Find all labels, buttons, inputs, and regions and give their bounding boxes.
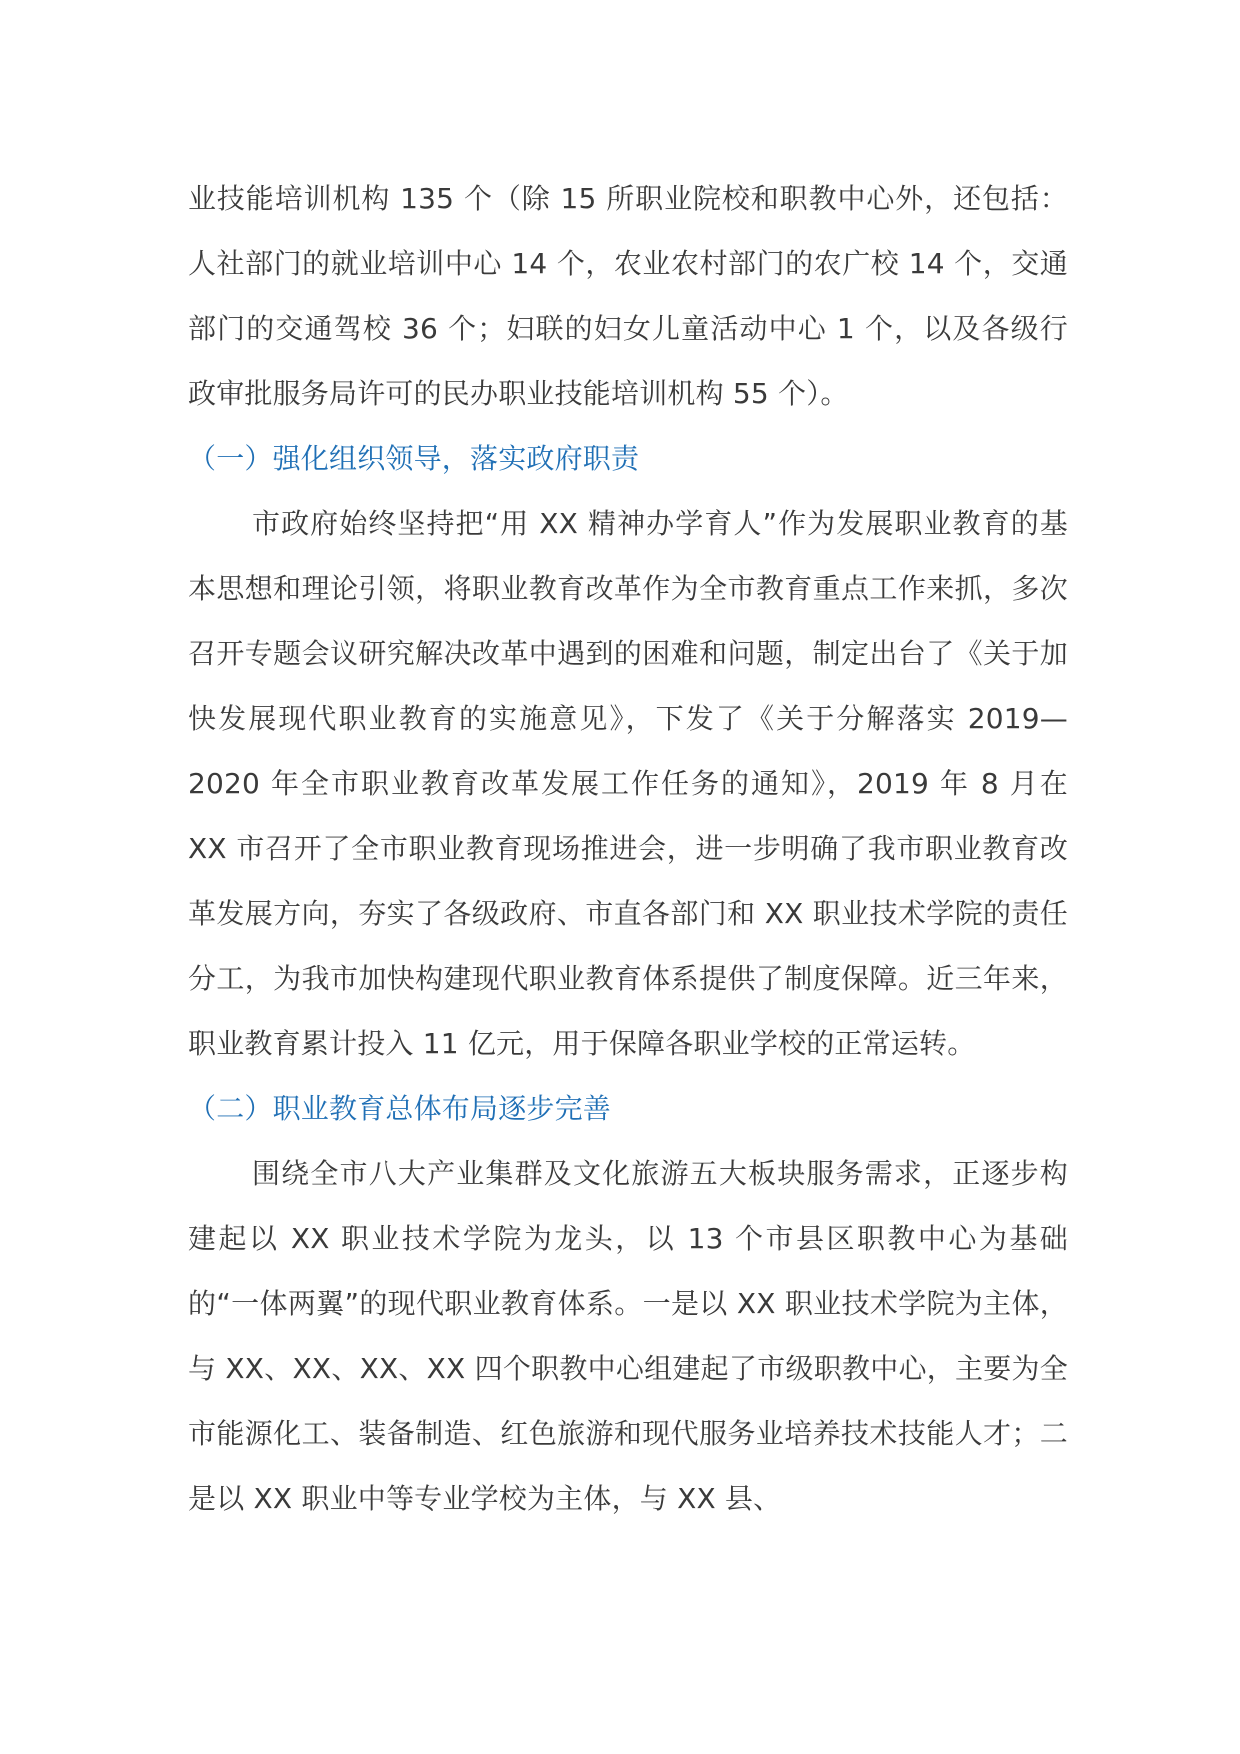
section-heading-1: （一）强化组织领导，落实政府职责 bbox=[188, 442, 640, 475]
paragraph-overall-layout: 围绕全市八大产业集群及文化旅游五大板块服务需求，正逐步构建起以 XX 职业技术学院为龙头，以 13 个市县区职教中心为基础的“一体两翼”的现代职业教育体系。一是以 XX 职业技术学院为主体，与 XX、XX、XX、XX 四个职教中心组建起了市级职教中心，主要为全市能源化工、装备制造、红色旅游和现代服务业培养技术技能人才；二是以 XX 职业中等专业学校为主体，与 XX 县、 bbox=[188, 1157, 1068, 1515]
document-body bbox=[188, 166, 1068, 1531]
section-heading-2: （二）职业教育总体布局逐步完善 bbox=[188, 1092, 612, 1125]
paragraph-organization-leadership: 市政府始终坚持把“用 XX 精神办学育人”作为发展职业教育的基本思想和理论引领，将职业教育改革作为全市教育重点工作来抓，多次召开专题会议研究解决改革中遇到的困难和问题，制定出台了《关于加快发展现代职业教育的实施意见》，下发了《关于分解落实 2019—2020 年全市职业教育改革发展工作任务的通知》，2019 年 8 月在 XX 市召开了全市职业教育现场推进会，进一步明确了我市职业教育改革发展方向，夯实了各级政府、市直各部门和 XX 职业技术学院的责任分工，为我市加快构建现代职业教育体系提供了制度保障。近三年来，职业教育累计投入 11 亿元，用于保障各职业学校的正常运转。 bbox=[188, 507, 1068, 1060]
paragraph-continuation: 业技能培训机构 135 个（除 15 所职业院校和职教中心外，还包括：人社部门的就业培训中心 14 个，农业农村部门的农广校 14 个，交通部门的交通驾校 36 个；妇联的妇女儿童活动中心 1 个，以及各级行政审批服务局许可的民办职业技能培训机构 55 个）。 bbox=[188, 182, 1068, 410]
